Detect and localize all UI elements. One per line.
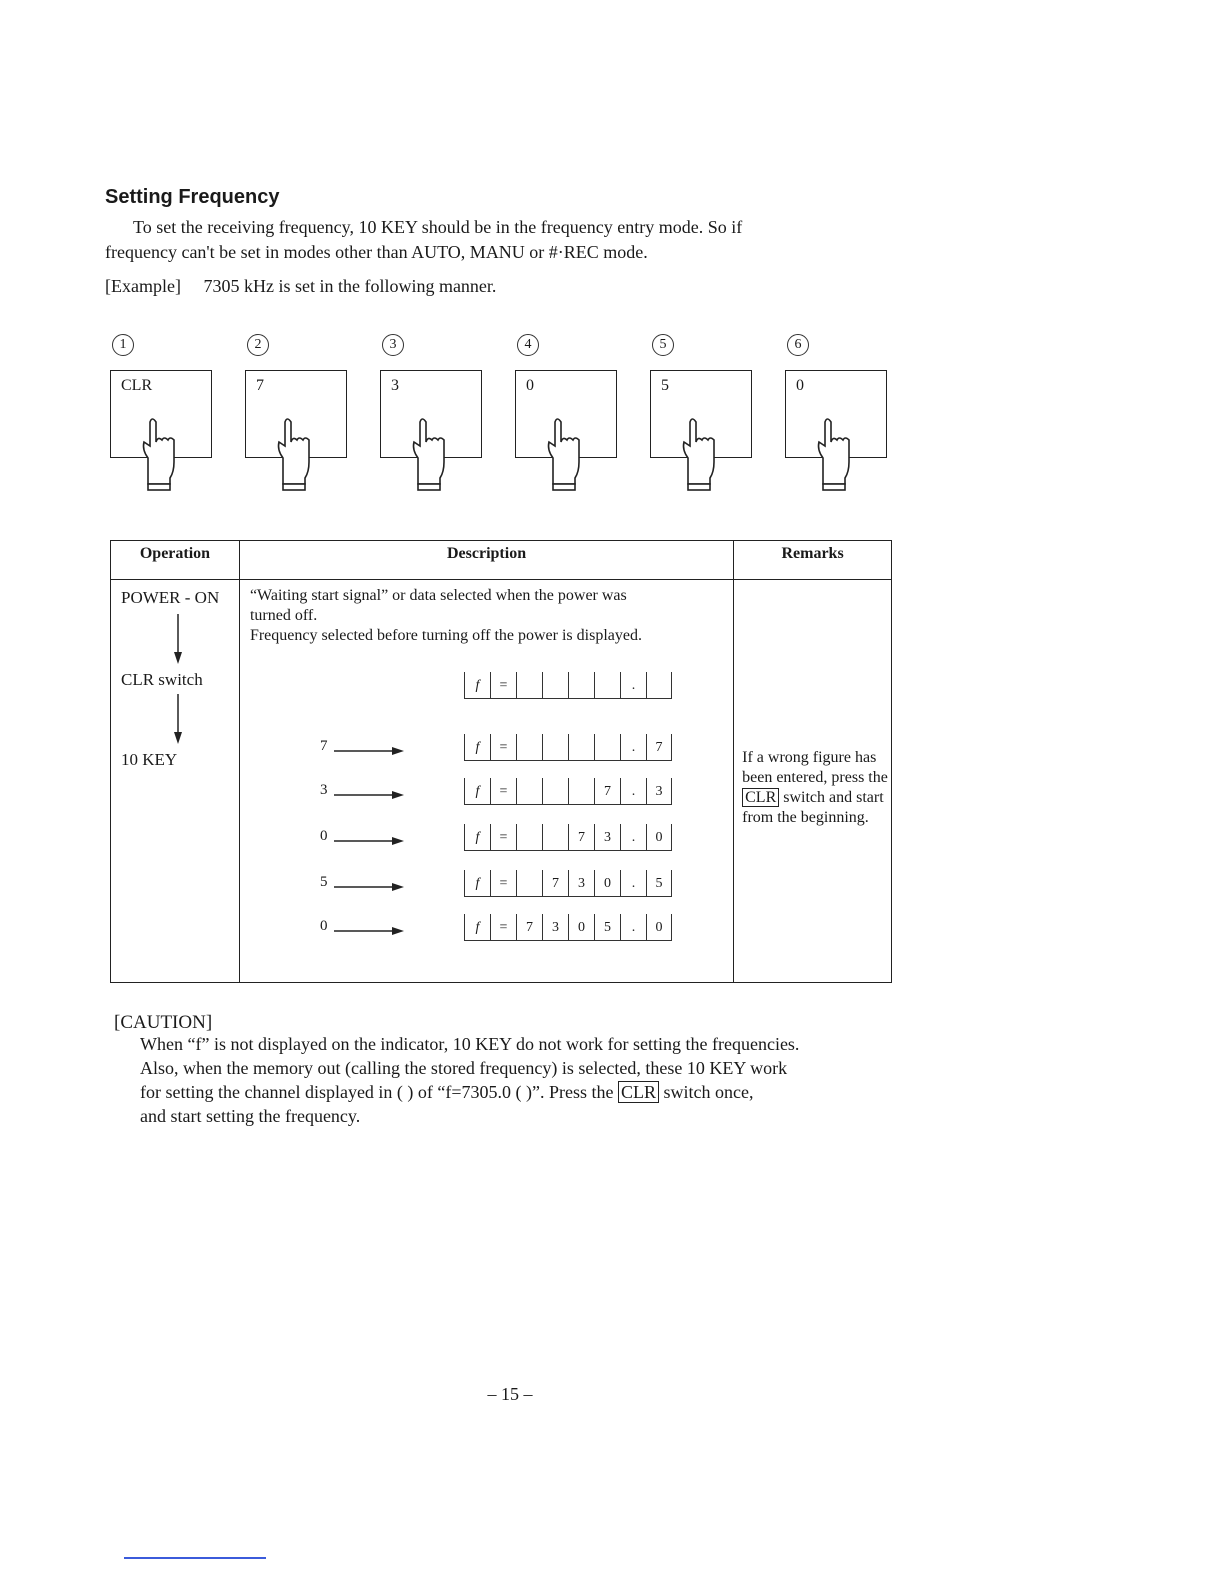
lcd-digit: 3 xyxy=(568,870,594,896)
step-number: 1 xyxy=(112,334,134,356)
lcd-digit: 0 xyxy=(646,824,672,850)
lcd-digit: . xyxy=(620,824,646,850)
lcd-display xyxy=(464,870,672,897)
right-arrow-icon xyxy=(334,790,404,800)
lcd-digit: = xyxy=(490,914,516,940)
lcd-digit: f xyxy=(464,734,490,760)
pressing-hand-icon xyxy=(273,412,317,492)
lcd-digit xyxy=(542,672,568,698)
lcd-digit xyxy=(568,734,594,760)
header-description: Description xyxy=(239,541,733,580)
desc-line-3: Frequency selected before turning off the power is displayed. xyxy=(249,627,642,644)
step-number: 4 xyxy=(517,334,539,356)
desc-line-2: turned off. xyxy=(249,607,318,624)
lcd-display xyxy=(464,734,672,761)
remark-pre: If a wrong figure has been entered, press the xyxy=(742,749,888,786)
right-arrow-icon xyxy=(334,836,404,846)
lcd-digit xyxy=(594,672,620,698)
lcd-digit: . xyxy=(620,672,646,698)
lcd-digit xyxy=(516,824,542,850)
entered-key: 0 xyxy=(319,918,328,934)
lcd-digit: f xyxy=(464,778,490,804)
header-remarks: Remarks xyxy=(734,541,892,580)
lcd-digit: f xyxy=(464,914,490,940)
lcd-digit xyxy=(516,734,542,760)
pressing-hand-icon xyxy=(813,412,857,492)
lcd-digit xyxy=(568,778,594,804)
caution-heading: [CAUTION] xyxy=(114,1012,213,1033)
op-power-on: POWER - ON xyxy=(121,588,220,607)
lcd-digit xyxy=(516,672,542,698)
caution-line-3-post: switch once, xyxy=(663,1082,754,1102)
lcd-digit: . xyxy=(620,734,646,760)
operation-table xyxy=(110,540,892,983)
lcd-digit: 3 xyxy=(646,778,672,804)
entered-key: 0 xyxy=(319,828,328,844)
footer-divider xyxy=(124,1557,266,1559)
header-operation: Operation xyxy=(111,541,240,580)
step-number: 2 xyxy=(247,334,269,356)
lcd-display xyxy=(464,672,672,699)
lcd-digit xyxy=(542,778,568,804)
key-label: 5 xyxy=(661,377,669,394)
key-step xyxy=(648,334,788,504)
description-cell xyxy=(239,580,733,983)
right-arrow-icon xyxy=(334,746,404,756)
lcd-display xyxy=(464,914,672,941)
lcd-digit xyxy=(542,734,568,760)
pressing-hand-icon xyxy=(543,412,587,492)
caution-line-3-pre: for setting the channel displayed in ( ) of “f=7305.0 ( )”. Press the xyxy=(140,1082,614,1102)
lcd-digit xyxy=(516,778,542,804)
step-number: 6 xyxy=(787,334,809,356)
key-step xyxy=(783,334,923,504)
caution-line-3 xyxy=(140,1080,900,1104)
lcd-digit: f xyxy=(464,824,490,850)
lcd-digit: 0 xyxy=(594,870,620,896)
caution-line-4: and start setting the frequency. xyxy=(140,1106,361,1126)
example-text: 7305 kHz is set in the following manner. xyxy=(203,276,497,296)
desc-line-1: “Waiting start signal” or data selected when the power was xyxy=(249,587,627,604)
key-step xyxy=(243,334,383,504)
pressing-hand-icon xyxy=(678,412,722,492)
caution-line-1: When “f” is not displayed on the indicator, 10 KEY do not work for setting the frequencies. xyxy=(140,1034,800,1054)
intro-paragraph xyxy=(105,215,895,265)
intro-line-1: To set the receiving frequency, 10 KEY should be in the frequency entry mode. So if xyxy=(133,217,743,237)
step-number: 5 xyxy=(652,334,674,356)
description-text xyxy=(250,586,710,646)
lcd-digit: = xyxy=(490,870,516,896)
op-10-key: 10 KEY xyxy=(121,750,178,769)
remark-text xyxy=(742,748,892,828)
operation-cell xyxy=(111,580,240,983)
key-label: CLR xyxy=(121,377,153,394)
key-step xyxy=(108,334,248,504)
op-clr-switch: CLR switch xyxy=(121,670,203,689)
pressing-hand-icon xyxy=(138,412,182,492)
lcd-digit: 3 xyxy=(542,914,568,940)
page-title: Setting Frequency xyxy=(105,186,280,208)
entered-key: 7 xyxy=(319,738,328,754)
key-label: 3 xyxy=(391,377,399,394)
lcd-digit xyxy=(516,870,542,896)
caution-line-2: Also, when the memory out (calling the stored frequency) is selected, these 10 KEY work xyxy=(140,1058,788,1078)
clr-key-label: CLR xyxy=(618,1081,659,1103)
remarks-cell xyxy=(734,580,892,983)
lcd-digit: = xyxy=(490,824,516,850)
clr-key-label: CLR xyxy=(742,788,779,807)
key-label: 0 xyxy=(526,377,534,394)
lcd-digit xyxy=(568,672,594,698)
lcd-digit: f xyxy=(464,870,490,896)
key-label: 0 xyxy=(796,377,804,394)
lcd-digit: = xyxy=(490,672,516,698)
lcd-digit xyxy=(542,824,568,850)
down-arrow-icon xyxy=(173,614,183,664)
key-label: 7 xyxy=(256,377,264,394)
lcd-digit: 5 xyxy=(646,870,672,896)
step-number: 3 xyxy=(382,334,404,356)
lcd-digit: 7 xyxy=(646,734,672,760)
lcd-digit: 0 xyxy=(568,914,594,940)
entered-key: 3 xyxy=(319,782,328,798)
lcd-digit: . xyxy=(620,778,646,804)
lcd-digit: 7 xyxy=(516,914,542,940)
lcd-digit: 7 xyxy=(568,824,594,850)
lcd-digit: . xyxy=(620,914,646,940)
key-step xyxy=(513,334,653,504)
entered-key: 5 xyxy=(319,874,328,890)
right-arrow-icon xyxy=(334,926,404,936)
lcd-digit: 7 xyxy=(594,778,620,804)
key-step xyxy=(378,334,518,504)
intro-line-2: frequency can't be set in modes other than AUTO, MANU or #·REC mode. xyxy=(105,242,648,262)
lcd-display xyxy=(464,824,672,851)
example-line xyxy=(105,276,496,297)
lcd-digit: 3 xyxy=(594,824,620,850)
lcd-digit xyxy=(594,734,620,760)
down-arrow-icon xyxy=(173,694,183,744)
caution-text xyxy=(140,1032,900,1128)
lcd-digit: 7 xyxy=(542,870,568,896)
lcd-digit: 0 xyxy=(646,914,672,940)
lcd-digit: . xyxy=(620,870,646,896)
lcd-digit: = xyxy=(490,778,516,804)
page-number: – 15 – xyxy=(487,1384,533,1404)
pressing-hand-icon xyxy=(408,412,452,492)
lcd-digit: = xyxy=(490,734,516,760)
lcd-display xyxy=(464,778,672,805)
remark-post: switch and start from the beginning. xyxy=(742,789,884,826)
lcd-digit xyxy=(646,672,672,698)
right-arrow-icon xyxy=(334,882,404,892)
example-label: [Example] xyxy=(105,276,181,296)
lcd-digit: f xyxy=(464,672,490,698)
lcd-digit: 5 xyxy=(594,914,620,940)
